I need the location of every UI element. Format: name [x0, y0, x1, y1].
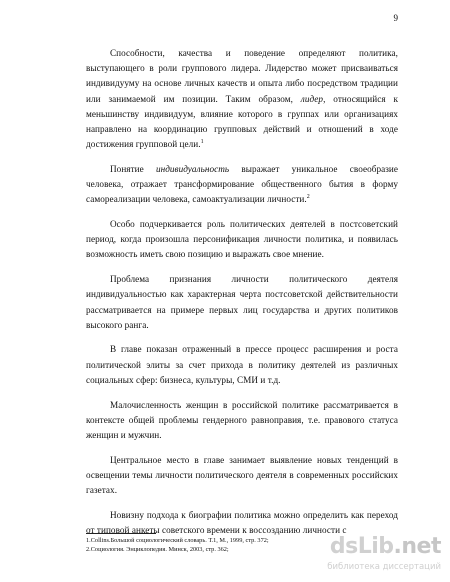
paragraph-6: [86, 398, 398, 444]
footnote-2: 2.Социология. Энциклопедия. Минск, 2003, стр. 362;: [86, 546, 229, 553]
footnote-ref: 2: [306, 194, 310, 201]
paragraph-4: [86, 272, 398, 333]
paragraph-5: [86, 342, 398, 388]
watermark-tagline: библиотека диссертаций: [327, 562, 441, 572]
watermark-logo: [330, 534, 441, 560]
page-number: 9: [393, 13, 398, 23]
paragraph-text: Понятие: [110, 163, 156, 174]
paragraph-text: , относящийся к меньшинству индивидуум, влияние которого в группах или организациях направлено на координацию групповых действий и отношений в ходе достижения групповой цели.: [86, 93, 398, 150]
paragraph-text: Способности, качества и поведение определяют политика, выступающего в роли группового лидера. Лидерство может присваиваться индивидууму на основе личных качеств и опыта либо посредством традиции или занимаемой им позиции. Таким образом,: [86, 48, 398, 104]
paragraph-text: Проблема признания личности политического деятеля индивидуальностью как характерная черта постсоветской действительности рассматривается на примере первых лиц государства и других политиков высокого ранга.: [86, 274, 398, 330]
paragraph-3: [86, 217, 398, 263]
watermark-logo-suffix: .net: [393, 534, 441, 559]
footnote-ref: 1: [200, 139, 204, 146]
paragraph-text: В главе показан отраженный в прессе процесс расширения и роста политической элиты за счет прихода в политику деятелей из различных социальных сфер: бизнеса, культуры, СМИ и т.д.: [86, 344, 398, 385]
italic-term: лидер: [300, 93, 324, 104]
paragraph-text: выражает уникальное своеобразие человека, отражает трансформирование общественного бытия в форму самореализации человека, самоактуализации личности.: [86, 163, 399, 205]
watermark-logo-main: dsLib: [329, 534, 394, 559]
italic-term: индивидуальность: [155, 163, 230, 174]
paragraph-text: Особо подчеркивается роль политических деятелей в постсоветский период, когда произошла персонификация личности политика, и появилась возможность иметь свою позицию и выражать свое мнение.: [86, 219, 398, 260]
watermark: [327, 534, 444, 578]
footnote-separator: [86, 533, 156, 534]
paragraph-text: Центральное место в главе занимает выявление новых тенденций в освещении темы личности политического деятеля в современных российских газетах.: [86, 454, 398, 496]
paragraph-text: Новизну подхода к биографии политика можно определить как переход от типовой анкеты советского времени к воссозданию личности с: [86, 509, 398, 535]
paragraph-7: [86, 453, 398, 499]
footnote-1: 1.Collins.Большой социологический словарь. Т.1, М., 1999, стр. 372;: [86, 537, 269, 544]
page-body: [86, 46, 398, 548]
paragraph-2: [86, 162, 398, 208]
paragraph-text: Малочисленность женщин в российской политике рассматривается в контексте общей проблемы гендерного равноправия, т.е. правового статуса женщин и мужчин.: [86, 399, 398, 440]
paragraph-1: [86, 46, 398, 152]
